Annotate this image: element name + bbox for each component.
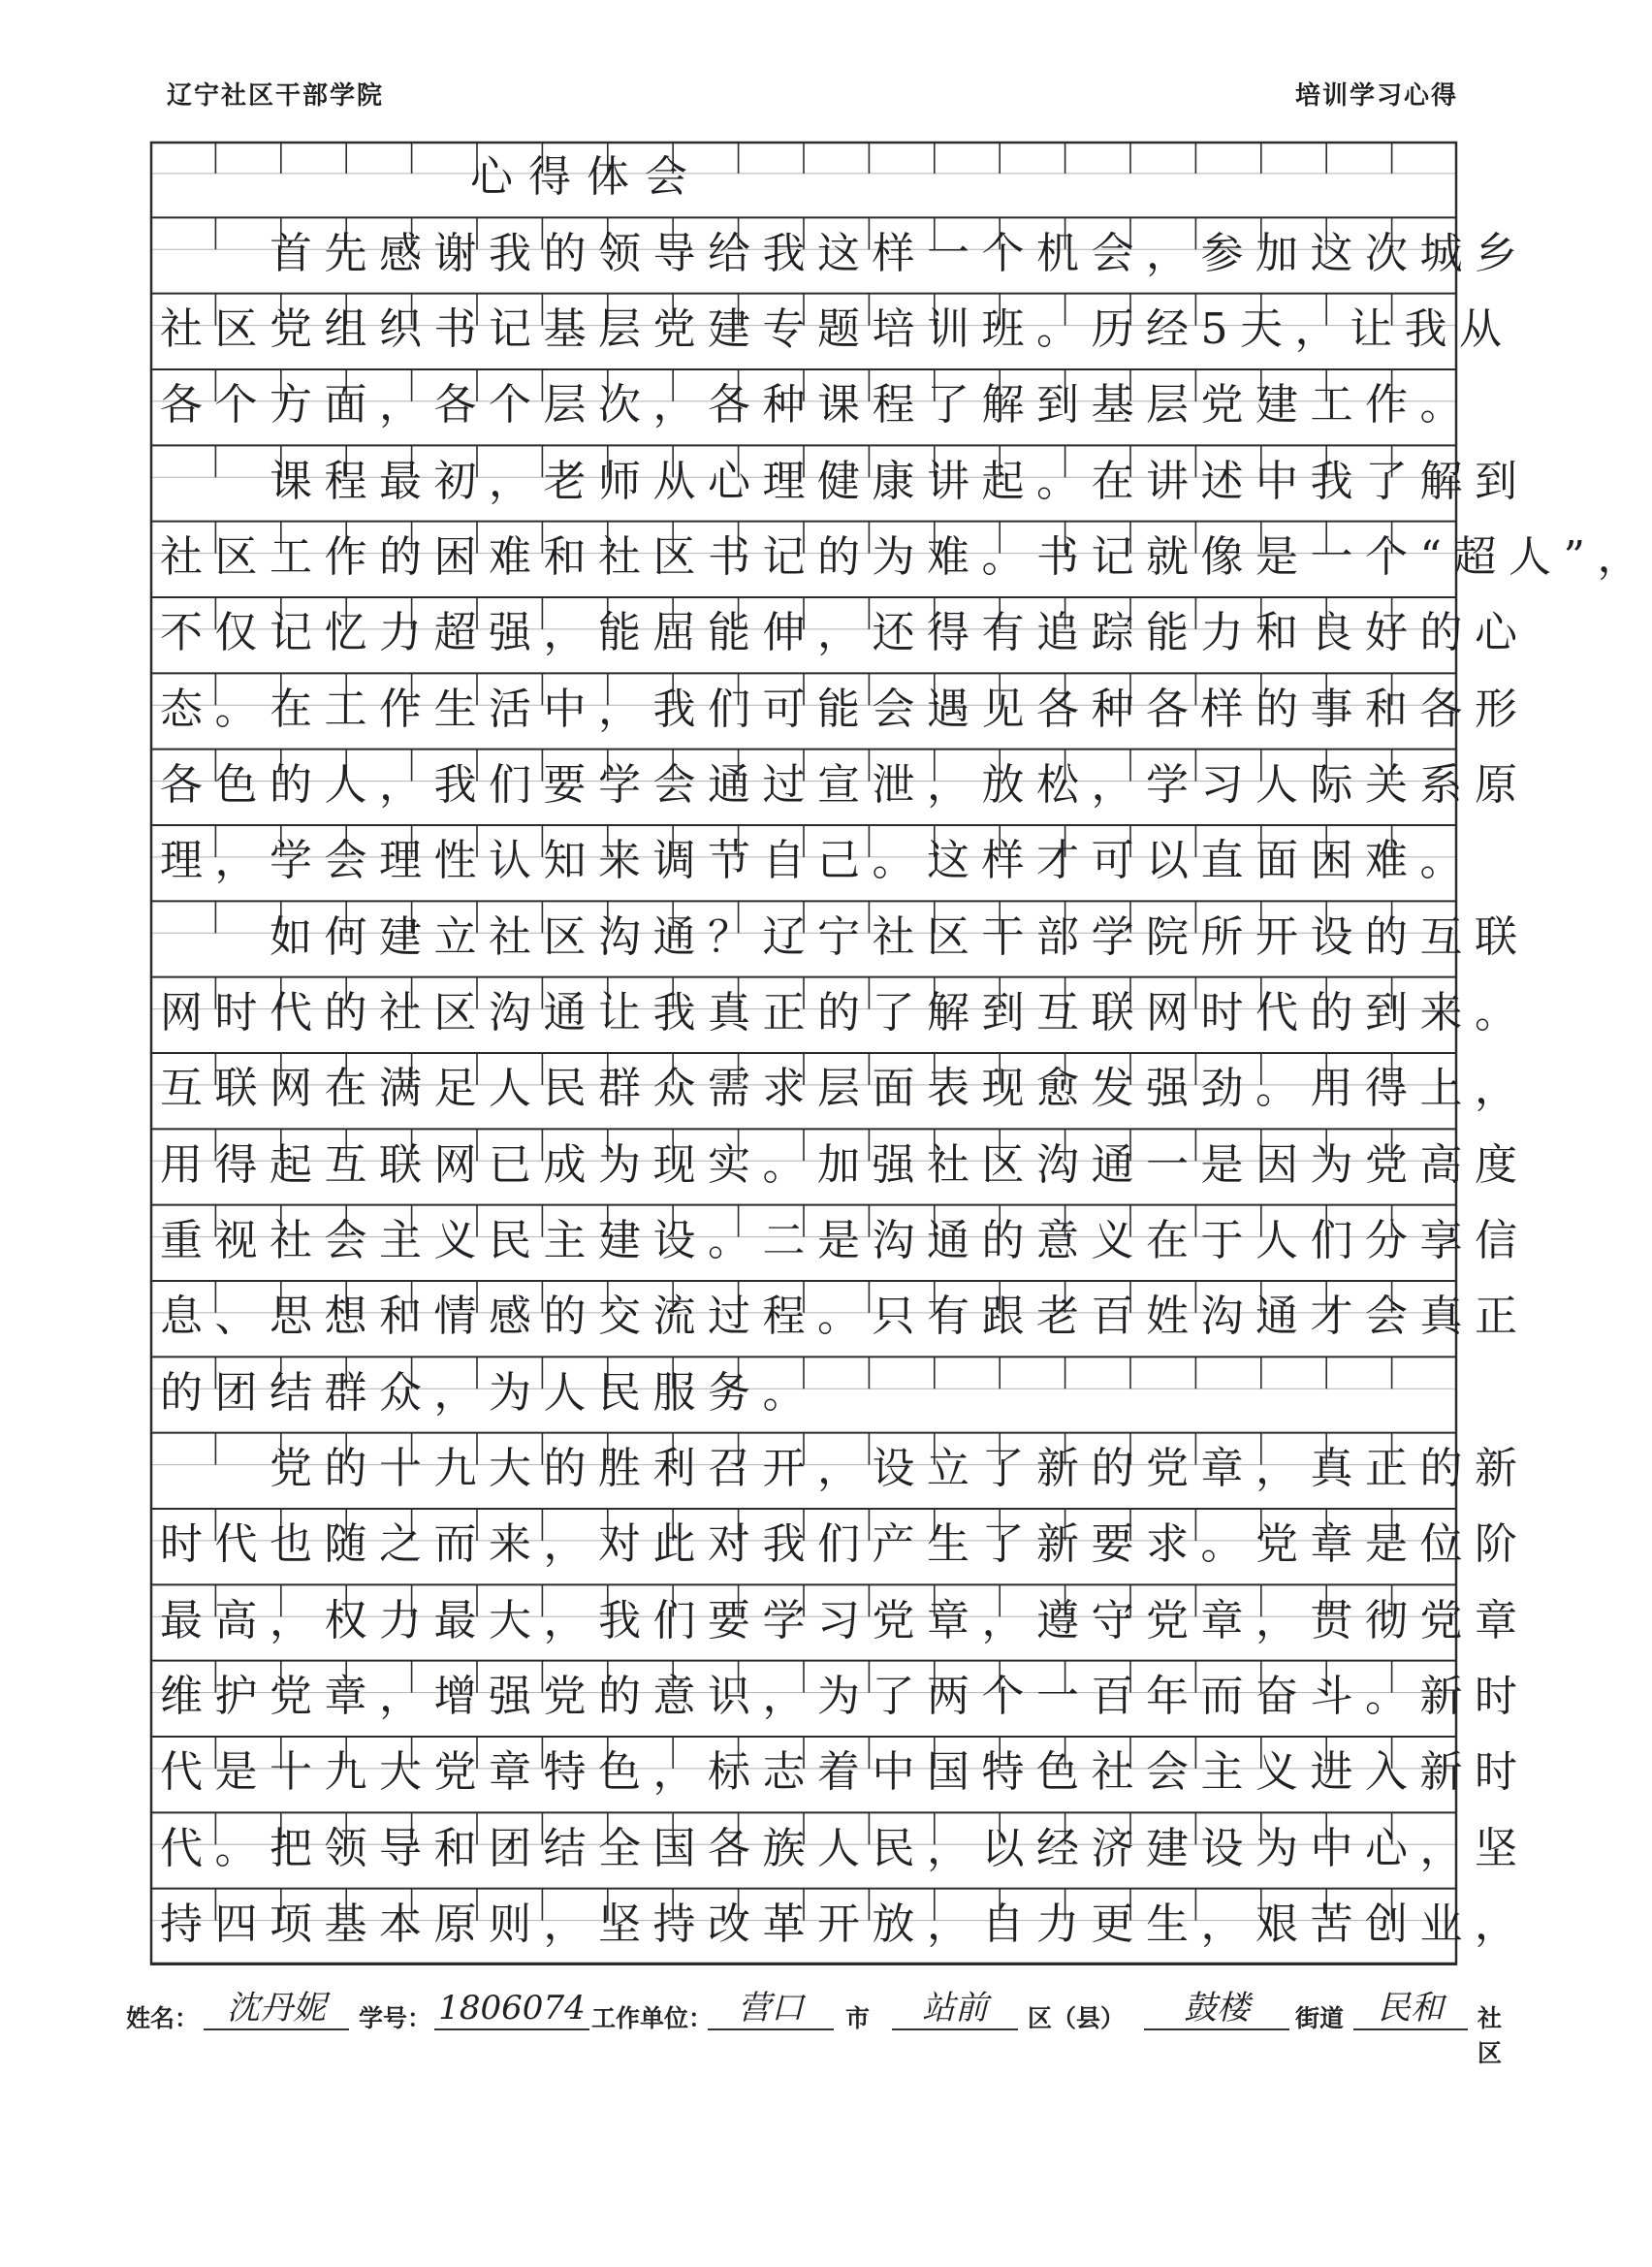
student-id-value: 1806074 — [434, 1988, 589, 2030]
district-label: 区（县） — [1028, 2004, 1126, 2032]
essay-body — [150, 142, 1652, 1964]
essay-line: 课程最初，老师从心理健康讲起。在讲述中我了解到 — [160, 456, 1530, 506]
essay-line: 代。把领导和团结全国各族人民，以经济建设为中心，坚 — [160, 1823, 1530, 1873]
essay-line: 如何建立社区沟通？辽宁社区干部学院所开设的互联 — [160, 911, 1530, 962]
street-label: 街道 — [1295, 2004, 1345, 2032]
essay-line: 态。在工作生活中，我们可能会遇见各种各样的事和各形 — [160, 684, 1530, 734]
essay-line: 维护党章，增强党的意识，为了两个一百年而奋斗。新时 — [160, 1671, 1530, 1721]
city-value: 营口 — [708, 1988, 834, 2030]
essay-line: 的团结群众，为人民服务。 — [160, 1367, 817, 1418]
essay-line: 党的十九大的胜利召开，设立了新的党章，真正的新 — [160, 1443, 1530, 1493]
essay-line: 用得起互联网已成为现实。加强社区沟通一是因为党高度 — [160, 1139, 1530, 1190]
community-value: 民和 — [1353, 1988, 1468, 2030]
name-label: 姓名： — [126, 2004, 200, 2032]
student-id-label: 学号： — [359, 2004, 432, 2032]
district-value: 站前 — [892, 1988, 1018, 2030]
community-label: 社区 — [1477, 2004, 1503, 2067]
page-header — [0, 76, 1648, 114]
student-info-footer — [126, 1988, 1522, 2067]
essay-line: 理，学会理性认知来调节自己。这样才可以直面困难。 — [160, 836, 1475, 886]
essay-line: 网时代的社区沟通让我真正的了解到互联网时代的到来。 — [160, 987, 1530, 1038]
essay-line: 代是十九大党章特色，标志着中国特色社会主义进入新时 — [160, 1747, 1530, 1798]
essay-line: 社区党组织书记基层党建专题培训班。历经5天，让我从 — [160, 303, 1514, 354]
work-unit-label: 工作单位： — [591, 2004, 714, 2032]
essay-line: 息、思想和情感的交流过程。只有跟老百姓沟通才会真正 — [160, 1292, 1530, 1342]
writing-grid — [150, 142, 1652, 1964]
essay-line: 互联网在满足人民群众需求层面表现愈发强劲。用得上， — [160, 1064, 1530, 1114]
essay-line: 不仅记忆力超强，能屈能伸，还得有追踪能力和良好的心 — [160, 608, 1530, 658]
essay-line: 持四项基本原则，坚持改革开放，自力更生，艰苦创业， — [160, 1899, 1530, 1949]
essay-line: 各色的人，我们要学会通过宣泄，放松，学习人际关系原 — [160, 759, 1530, 810]
essay-title: 心得体会 — [470, 152, 703, 203]
essay-line: 最高，权力最大，我们要学习党章，遵守党章，贯彻党章 — [160, 1595, 1530, 1645]
essay-line: 时代也随之而来，对此对我们产生了新要求。党章是位阶 — [160, 1519, 1530, 1570]
name-value: 沈丹妮 — [204, 1988, 349, 2030]
essay-line: 首先感谢我的领导给我这样一个机会，参加这次城乡 — [160, 228, 1530, 278]
document-type: 培训学习心得 — [1294, 81, 1458, 111]
essay-line: 重视社会主义民主建设。二是沟通的意义在于人们分享信 — [160, 1215, 1530, 1265]
institution-name: 辽宁社区干部学院 — [167, 81, 385, 111]
essay-line: 社区工作的困难和社区书记的为难。书记就像是一个“超人”， — [160, 531, 1652, 582]
city-label: 市 — [845, 2004, 871, 2032]
street-value: 鼓楼 — [1144, 1988, 1289, 2030]
essay-line: 各个方面，各个层次，各种课程了解到基层党建工作。 — [160, 380, 1475, 431]
